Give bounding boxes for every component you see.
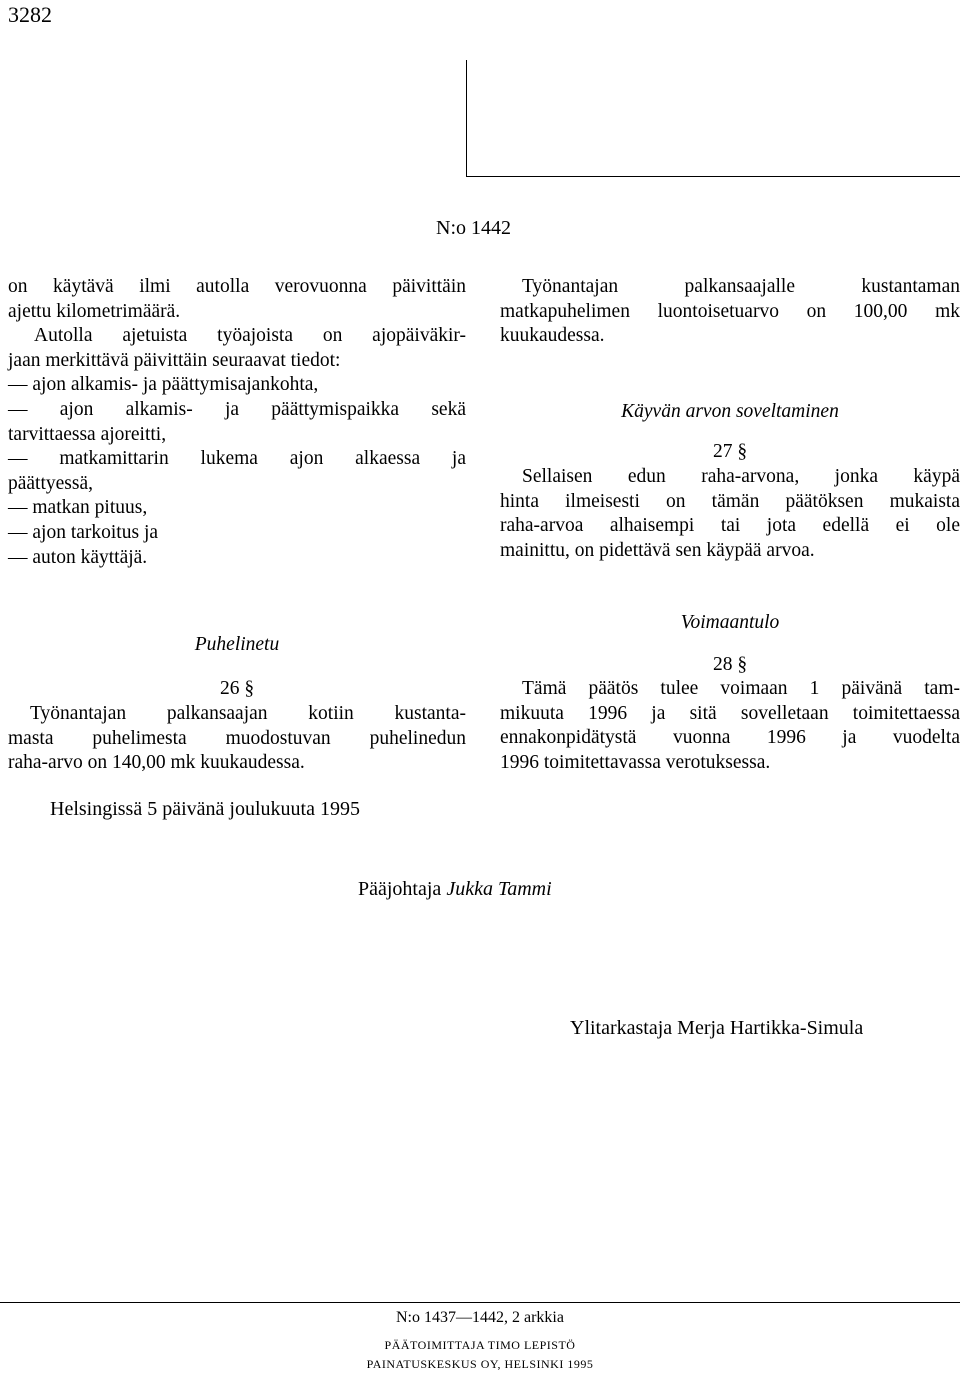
paragraph-26 [8, 702, 466, 776]
text-line: mikuuta 1996 ja sitä sovelletaan toimitettaessa [500, 702, 960, 724]
text-line: ajettu kilometrimäärä. [8, 300, 181, 322]
signatory-1-name: Jukka Tammi [446, 878, 552, 900]
paragraph-28 [500, 677, 960, 775]
list-item [8, 521, 466, 546]
paragraph-1 [8, 275, 466, 324]
list-item [8, 496, 466, 521]
text-line: — ajon alkamis- ja päättymisajankohta, [8, 374, 319, 396]
place-and-date: Helsingissä 5 päivänä joulukuuta 1995 [50, 798, 360, 820]
text-line: 1996 toimitettavassa verotuksessa. [500, 751, 771, 773]
list-item [8, 373, 466, 398]
list-item [8, 398, 466, 447]
text-line: Työnantajan palkansaajalle kustantaman [522, 276, 960, 297]
text-line: — matkamittarin lukema ajon alkaessa ja [8, 448, 466, 470]
text-line: Työnantajan palkansaajan kotiin kustanta- [30, 703, 466, 724]
text-line: jaan merkittävä päivittäin seuraavat tiedot: [8, 349, 341, 371]
text-line: Sellaisen edun raha-arvona, jonka käypä [522, 466, 960, 487]
footer-rule [0, 1302, 960, 1303]
text-line: — auton käyttäjä. [8, 546, 148, 568]
list-item [8, 447, 466, 496]
text-line: raha-arvo on 140,00 mk kuukaudessa. [8, 752, 305, 774]
right-column-upper [500, 275, 960, 349]
signatory-1 [358, 877, 552, 902]
paragraph-2 [8, 324, 466, 373]
footer-printer: PAINATUSKESKUS OY, HELSINKI 1995 [366, 1357, 594, 1371]
heading-voimaantulo: Voimaantulo [680, 612, 780, 633]
section-27: 27 § [712, 441, 748, 462]
text-line: päättyessä, [8, 472, 94, 494]
text-line: mainittu, on pidettävä sen käypää arvoa. [500, 539, 815, 561]
signatory-1-title: Pääjohtaja [358, 878, 442, 900]
text-line: hinta ilmeisesti on tämän päätöksen mukaista [500, 490, 960, 512]
section-26: 26 § [219, 678, 255, 699]
footer-issues: N:o 1437—1442, 2 arkkia [396, 1309, 564, 1326]
text-line: masta puhelimesta muodostuvan puhelinedun [8, 727, 466, 749]
list-item [8, 546, 466, 571]
header-corner-rule [466, 60, 960, 177]
section-28: 28 § [712, 654, 748, 675]
text-line: matkapuhelimen luontoisetuarvo on 100,00 mk [500, 300, 960, 322]
paragraph-matkapuhelin [500, 275, 960, 349]
text-line: on käytävä ilmi autolla verovuonna päivittäin [8, 276, 466, 297]
text-line: Autolla ajetuista työajoista on ajopäiväkir- [34, 325, 466, 347]
left-column-upper [8, 275, 466, 570]
text-line: kuukaudessa. [500, 325, 605, 347]
issue-number: N:o 1442 [436, 217, 511, 239]
text-line: Tämä päätös tulee voimaan 1 päivänä tam- [522, 678, 960, 699]
signatory-2: Ylitarkastaja Merja Hartikka-Simula [570, 1017, 864, 1039]
heading-kayvan-arvon: Käyvän arvon soveltaminen [621, 401, 839, 422]
text-line: — ajon tarkoitus ja [8, 521, 159, 543]
text-line: raha-arvoa alhaisempi tai jota edellä ei ole [500, 515, 960, 537]
text-line: — ajon alkamis- ja päättymispaikka sekä [8, 398, 466, 420]
paragraph-27 [500, 465, 960, 563]
page-number: 3282 [8, 2, 52, 27]
footer-editor: PÄÄTOIMITTAJA TIMO LEPISTÖ [384, 1338, 576, 1352]
text-line: ennakonpidätystä vuonna 1996 ja vuodelta [500, 727, 960, 749]
text-line: tarvittaessa ajoreitti, [8, 423, 167, 445]
text-line: — matkan pituus, [8, 497, 148, 519]
heading-puhelinetu: Puhelinetu [194, 634, 280, 655]
